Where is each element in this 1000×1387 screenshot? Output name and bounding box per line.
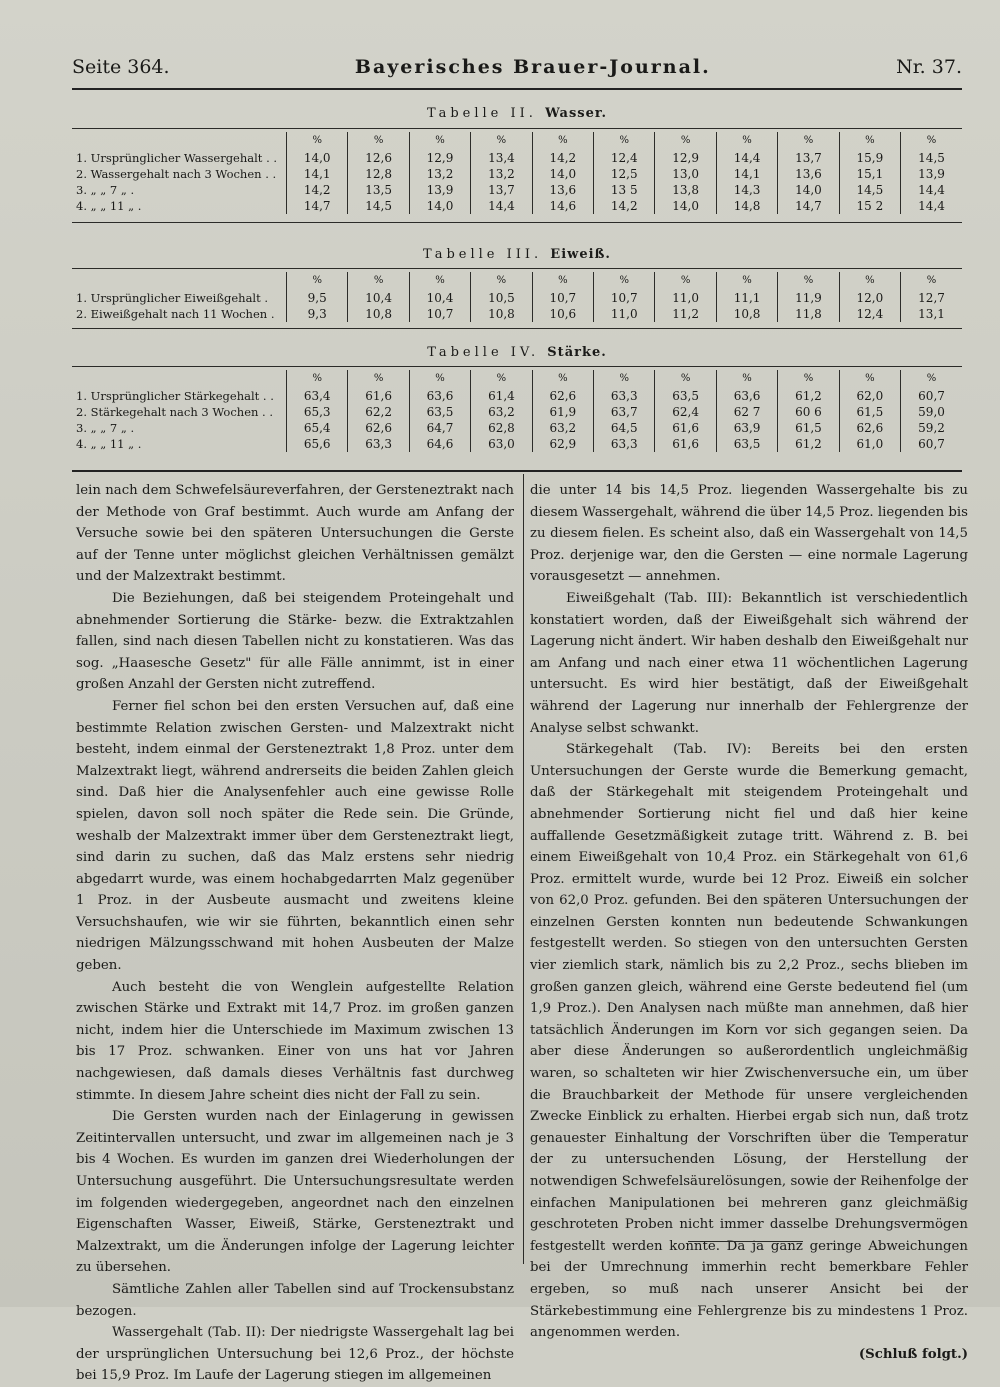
table-cell: 14,4 (716, 150, 777, 166)
table-cell: 64,5 (594, 420, 655, 436)
unit-row (72, 370, 962, 388)
table-cell: 62,4 (655, 404, 716, 420)
table-cell: 12,8 (348, 166, 409, 182)
protein-table (72, 272, 962, 322)
table-row (72, 290, 962, 306)
table-cell: 64,7 (409, 420, 470, 436)
table-cell: 9,3 (287, 306, 348, 322)
row-label (72, 272, 287, 290)
table-cell: 10,4 (409, 290, 470, 306)
paragraph: Wassergehalt (Tab. II): Der niedrigste Wassergehalt lag bei der ursprünglichen Untersuchung bei 12,6 Proz., der höchste bei 15,9 Proz. Im Laufe der Lagerung stiegen im allgemeinen (76, 1325, 514, 1384)
table-cell: 61,6 (655, 436, 716, 452)
table-cell: % (348, 272, 409, 290)
table-cell: 64,6 (409, 436, 470, 452)
table-cell: 14,2 (532, 150, 593, 166)
paragraph: Auch besteht die von Wenglein aufgestellte Relation zwischen Stärke und Extrakt mit 14,7 Proz. im großen ganzen nicht, indem hier die Unterschiede im Maximum zwischen 13 bis 17 Proz. schwanken. Einer von uns hat vor Jahren nachgewiesen, daß damals dieses Verhältnis fast durchweg stimmte. In diesem Jahre scheint dies nicht der Fall zu sein. (76, 979, 514, 1103)
row-label: 1. Ursprünglicher Wassergehalt . . (76, 151, 278, 165)
table-row (72, 420, 962, 436)
table-cell: 14,2 (287, 182, 348, 198)
table-cell: 14,0 (409, 198, 470, 214)
table-cell: % (532, 132, 593, 150)
row-label: 4. „ „ 11 „ . (76, 437, 142, 451)
table-cell: 14,2 (594, 198, 655, 214)
table-cell: 65,6 (287, 436, 348, 452)
row-label: 4. „ „ 11 „ . (76, 199, 142, 213)
table-cell: 62,8 (471, 420, 532, 436)
table-cell: 11,1 (716, 290, 777, 306)
table-cell: % (655, 272, 716, 290)
table-cell: 59,2 (901, 420, 962, 436)
table-cell: % (778, 132, 839, 150)
table-cell: % (409, 132, 470, 150)
table-cell: 12,9 (409, 150, 470, 166)
table-rule (72, 222, 962, 223)
table-cell: 13,6 (532, 182, 593, 198)
table-cell: % (901, 272, 962, 290)
table-cell: % (594, 272, 655, 290)
table-cell: 65,4 (287, 420, 348, 436)
table-cell: % (348, 132, 409, 150)
table-cell: 12,4 (839, 306, 900, 322)
table-cell: 63,7 (594, 404, 655, 420)
table-cell: % (532, 370, 593, 388)
table-cell: 13 5 (594, 182, 655, 198)
table-cell: 63,9 (716, 420, 777, 436)
table-cell: % (287, 370, 348, 388)
table-cell: % (409, 272, 470, 290)
table-row (72, 198, 962, 214)
table-cell: % (716, 132, 777, 150)
table-rule (72, 268, 962, 269)
table-cell: 63,6 (409, 388, 470, 404)
unit-row (72, 132, 962, 150)
table-cell: % (532, 272, 593, 290)
row-label (72, 132, 287, 150)
column-divider (523, 474, 524, 1264)
table-cell: 63,3 (594, 436, 655, 452)
table-cell: 61,6 (348, 388, 409, 404)
row-label: 2. Wassergehalt nach 3 Wochen . . (76, 167, 277, 181)
table-cell: 60,7 (901, 436, 962, 452)
row-label: 3. „ „ 7 „ . (76, 421, 135, 435)
table-cell: 13,2 (471, 166, 532, 182)
table-cell: 12,0 (839, 290, 900, 306)
table-cell: 61,2 (778, 388, 839, 404)
water-table (72, 132, 962, 214)
table-cell: 15 2 (839, 198, 900, 214)
table-cell: % (778, 370, 839, 388)
table-cell: 63,4 (287, 388, 348, 404)
table-cell: 11,9 (778, 290, 839, 306)
row-label: 2. Stärkegehalt nach 3 Wochen . . (76, 405, 274, 419)
table-cell: 62,6 (532, 388, 593, 404)
table-cell: % (348, 370, 409, 388)
table-cell: 62,0 (839, 388, 900, 404)
paragraph: Eiweißgehalt (Tab. III): Bekanntlich ist verschiedentlich konstatiert worden, daß der Eiweißgehalt sich während der Lagerung nicht ändert. Wir haben deshalb den Eiweißgehalt nur am Anfang und nach einer etwa 11 wöchentlichen Lagerung untersucht. Es wird hier bestätigt, daß der Eiweißgehalt während der Lagerung nur innerhalb der Fehlergrenze der Analyse selbst schwankt. (530, 590, 968, 736)
table-cell: 10,8 (471, 306, 532, 322)
table-cell: 12,4 (594, 150, 655, 166)
table-bottom-rule (72, 470, 962, 472)
table-cell: 11,0 (594, 306, 655, 322)
table-cell: 14,0 (778, 182, 839, 198)
table-cell: 14,5 (839, 182, 900, 198)
row-label: 1. Ursprünglicher Stärkegehalt . . (76, 389, 274, 403)
table-cell: 61,6 (655, 420, 716, 436)
table-cell: 10,7 (594, 290, 655, 306)
table-cell: 14,0 (532, 166, 593, 182)
table-cell: % (409, 370, 470, 388)
table-cell: 62 7 (716, 404, 777, 420)
table-cell: % (839, 132, 900, 150)
table-cell: 13,9 (901, 166, 962, 182)
table-cell: 61,0 (839, 436, 900, 452)
table-cell: % (901, 370, 962, 388)
starch-table (72, 370, 962, 452)
table-cell: 13,6 (778, 166, 839, 182)
table-cell: 63,2 (532, 420, 593, 436)
table-cell: 13,2 (409, 166, 470, 182)
table-rule (72, 366, 962, 367)
table-cell: 62,6 (839, 420, 900, 436)
table-cell: 11,2 (655, 306, 716, 322)
page-header (72, 56, 962, 86)
table-cell: 62,2 (348, 404, 409, 420)
table-cell: % (839, 370, 900, 388)
table-cell: 62,6 (348, 420, 409, 436)
table-cell: % (901, 132, 962, 150)
table-row (72, 306, 962, 322)
table-cell: 14,1 (287, 166, 348, 182)
paragraph: Die Beziehungen, daß bei steigendem Proteingehalt und abnehmender Sortierung die Stärke- bezw. die Extraktzahlen fallen, sind nach diesen Tabellen nicht zu konstatieren. Was das sog. „Haasesche Gesetz" für alle Fälle annimmt, ist in einer großen Anzahl der Gersten nicht zutreffend. (76, 590, 514, 693)
table-cell: 14,6 (532, 198, 593, 214)
table-cell: % (594, 370, 655, 388)
table-cell: 14,4 (901, 182, 962, 198)
table-cell: 63,3 (594, 388, 655, 404)
table-cell: 15,9 (839, 150, 900, 166)
table-cell: 61,9 (532, 404, 593, 420)
table-cell: % (839, 272, 900, 290)
table-cell: 60 6 (778, 404, 839, 420)
table-cell: 10,5 (471, 290, 532, 306)
table-cell: % (778, 272, 839, 290)
table-cell: % (655, 132, 716, 150)
table-cell: 14,4 (471, 198, 532, 214)
paragraph: Die Gersten wurden nach der Einlagerung in gewissen Zeitintervallen untersucht, und zwar im allgemeinen nach je 3 bis 4 Wochen. Es wurden im ganzen drei Wiederholungen der Untersuchung ausgeführt. Die Untersuchungsresultate werden im folgenden wiedergegeben, angeordnet nach den einzelnen Eigenschaften Wasser, Eiweiß, Stärke, Gersteneztrakt und Malzextrakt, um die Änderungen infolge der Lagerung leichter zu übersehen. (76, 1109, 514, 1276)
table-cell: % (471, 132, 532, 150)
table-row (72, 436, 962, 452)
table-rule (72, 128, 962, 129)
table-cell: 13,7 (471, 182, 532, 198)
journal-title: Bayerisches Brauer-Journal. (354, 56, 711, 78)
table-cell: 63,2 (471, 404, 532, 420)
table-cell: 10,7 (409, 306, 470, 322)
table-row (72, 388, 962, 404)
table-cell: % (594, 132, 655, 150)
left-column (76, 480, 514, 1387)
table-cell: 10,8 (348, 306, 409, 322)
table-cell: 10,8 (716, 306, 777, 322)
table-caption: Tabelle II. Wasser. (426, 106, 608, 121)
table-cell: 65,3 (287, 404, 348, 420)
table-cell: 61,4 (471, 388, 532, 404)
table-cell: 14,7 (287, 198, 348, 214)
table-cell: 61,5 (778, 420, 839, 436)
table-cell: % (655, 370, 716, 388)
row-label: 2. Eiweißgehalt nach 11 Wochen . (76, 307, 275, 321)
table-cell: 14,5 (348, 198, 409, 214)
table-cell: 12,6 (348, 150, 409, 166)
table-cell: 15,1 (839, 166, 900, 182)
to-be-continued: (Schluß folgt.) (858, 1346, 968, 1362)
page-number: Seite 364. (72, 56, 170, 78)
end-rule (688, 1241, 803, 1242)
table-cell: 14,1 (716, 166, 777, 182)
table-caption: Tabelle IV. Stärke. (427, 345, 607, 360)
paragraph: Ferner fiel schon bei den ersten Versuchen auf, daß eine bestimmte Relation zwischen Gersten- und Malzextrakt nicht besteht, indem einmal der Gersteneztrakt 1,8 Proz. unter dem Malzextrakt liegt, während andrerseits die beiden Zahlen gleich sind. Daß hier die Analysenfehler auch eine gewisse Rolle spielen, davon soll noch später die Rede sein. Die Gründe, weshalb der Malzextrakt immer über dem Gersteneztrakt liegt, sind darin zu suchen, daß das Malz erstens sehr niedrig abgedarrt wurde, was einem hochabgedarrten Malz gegenüber 1 Proz. in der Ausbeute ausmacht und zweitens kleine Versuchshaufen, wie wir sie führten, bekanntlich einen sehr niedrigen Mälzungsschwand mit hohen Ausbeuten der Malze geben. (76, 698, 514, 974)
paragraph: Stärkegehalt (Tab. IV): Bereits bei den ersten Untersuchungen der Gerste wurde die Bemerkung gemacht, daß der Stärkegehalt mit steigendem Proteingehalt und abnehmender Sortierung nicht fiel und daß hier keine auffallende Gesetzmäßigkeit zutage tritt. Während z. B. bei einem Eiweißgehalt von 10,4 Proz. ein Stärkegehalt von 61,6 Proz. ermittelt wurde, wurde bei 12 Proz. Eiweiß ein solcher von 62,0 Proz. gefunden. Bei den späteren Untersuchungen der einzelnen Gersten konnten nun bedeutende Schwankungen festgestellt werden. So stiegen von den untersuchten Gersten vier ziemlich stark, nämlich bis zu 2,2 Proz., sechs blieben im großen ganzen gleich, während eine Gerste bedeutend fiel (um 1,9 Proz.). Den Analysen nach müßte man annehmen, daß hier tatsächlich Änderungen im Korn vor sich gegangen seien. Da aber diese Änderungen so außerordentlich ungleichmäßig waren, so schalteten wir hier Zwischenversuche ein, um über die Brauchbarkeit der Methode für unsere vergleichenden Zwecke Einblick zu erhalten. Hierbei ergab sich nun, daß trotz genauester Einhaltung der Vorschriften über die Temperatur der zu untersuchenden Lösung, der Herstellung der notwendigen Schwefelsäurelösungen, sowie der Reihenfolge der einfachen Manipulationen bei mehreren ganz gleichmäßig geschroteten Proben nicht immer dasselbe Drehungsvermögen festgestellt werden konnte. Da ja ganz geringe Abweichungen bei der Umrechnung immerhin recht bemerkbare Fehler ergeben, so muß nach unserer Ansicht bei der Stärkebestimmung eine Fehlergrenze bis zu mindestens 1 Proz. angenommen werden. (530, 742, 968, 1341)
table-cell: 63,5 (655, 388, 716, 404)
paragraph: Sämtliche Zahlen aller Tabellen sind auf Trockensubstanz bezogen. (76, 1281, 514, 1319)
table-cell: 60,7 (901, 388, 962, 404)
table-cell: 14,7 (778, 198, 839, 214)
table-cell: 12,7 (901, 290, 962, 306)
table-cell: % (716, 370, 777, 388)
issue-number: Nr. 37. (896, 56, 962, 78)
table-cell: 13,1 (901, 306, 962, 322)
unit-row (72, 272, 962, 290)
table-cell: 9,5 (287, 290, 348, 306)
table-cell: 59,0 (901, 404, 962, 420)
table-cell: 12,9 (655, 150, 716, 166)
table-cell: 13,0 (655, 166, 716, 182)
table-cell: 13,9 (409, 182, 470, 198)
table-cell: 14,4 (901, 198, 962, 214)
table-cell: 12,5 (594, 166, 655, 182)
table-cell: 14,0 (655, 198, 716, 214)
table-cell: 13,8 (655, 182, 716, 198)
table-cell: 14,8 (716, 198, 777, 214)
table-cell: 63,0 (471, 436, 532, 452)
header-rule (72, 88, 962, 90)
table-cell: 61,5 (839, 404, 900, 420)
paragraph: die unter 14 bis 14,5 Proz. liegenden Wassergehalte bis zu diesem Wassergehalt, während die über 14,5 Proz. liegenden bis zu diesem fielen. Es scheint also, daß ein Wassergehalt von 14,5 Proz. derjenige war, den die Gersten — eine normale Lagerung vorausgesetzt — annehmen. (530, 483, 968, 585)
row-label: 3. „ „ 7 „ . (76, 183, 135, 197)
table-row (72, 150, 962, 166)
table-cell: 10,6 (532, 306, 593, 322)
table-cell: 14,0 (287, 150, 348, 166)
row-label: 1. Ursprünglicher Eiweißgehalt . (76, 291, 269, 305)
paragraph: lein nach dem Schwefelsäureverfahren, der Gersteneztrakt nach der Methode von Graf bestimmt. Auch wurde am Anfang der Versuche sowie bei den späteren Untersuchungen die Gerste auf der Tenne unter möglichst gleichen Verhältnissen gemälzt und der Malzextrakt bestimmt. (76, 483, 514, 585)
table-cell: % (287, 272, 348, 290)
table-cell: 14,3 (716, 182, 777, 198)
table-cell: 62,9 (532, 436, 593, 452)
table-cell: 13,7 (778, 150, 839, 166)
table-cell: 14,5 (901, 150, 962, 166)
table-rule (72, 328, 962, 329)
table-cell: 11,8 (778, 306, 839, 322)
table-row (72, 166, 962, 182)
table-cell: % (471, 272, 532, 290)
table-row (72, 182, 962, 198)
table-cell: 11,0 (655, 290, 716, 306)
table-cell: 10,4 (348, 290, 409, 306)
table-cell: 63,3 (348, 436, 409, 452)
table-cell: 10,7 (532, 290, 593, 306)
table-cell: 13,4 (471, 150, 532, 166)
table-cell: 13,5 (348, 182, 409, 198)
table-cell: % (471, 370, 532, 388)
table-caption: Tabelle III. Eiweiß. (423, 247, 611, 262)
table-cell: 63,5 (716, 436, 777, 452)
table-cell: % (716, 272, 777, 290)
table-row (72, 404, 962, 420)
table-cell: 63,6 (716, 388, 777, 404)
right-column (530, 480, 968, 1365)
row-label (72, 370, 287, 388)
table-cell: 63,5 (409, 404, 470, 420)
table-cell: 61,2 (778, 436, 839, 452)
table-cell: % (287, 132, 348, 150)
